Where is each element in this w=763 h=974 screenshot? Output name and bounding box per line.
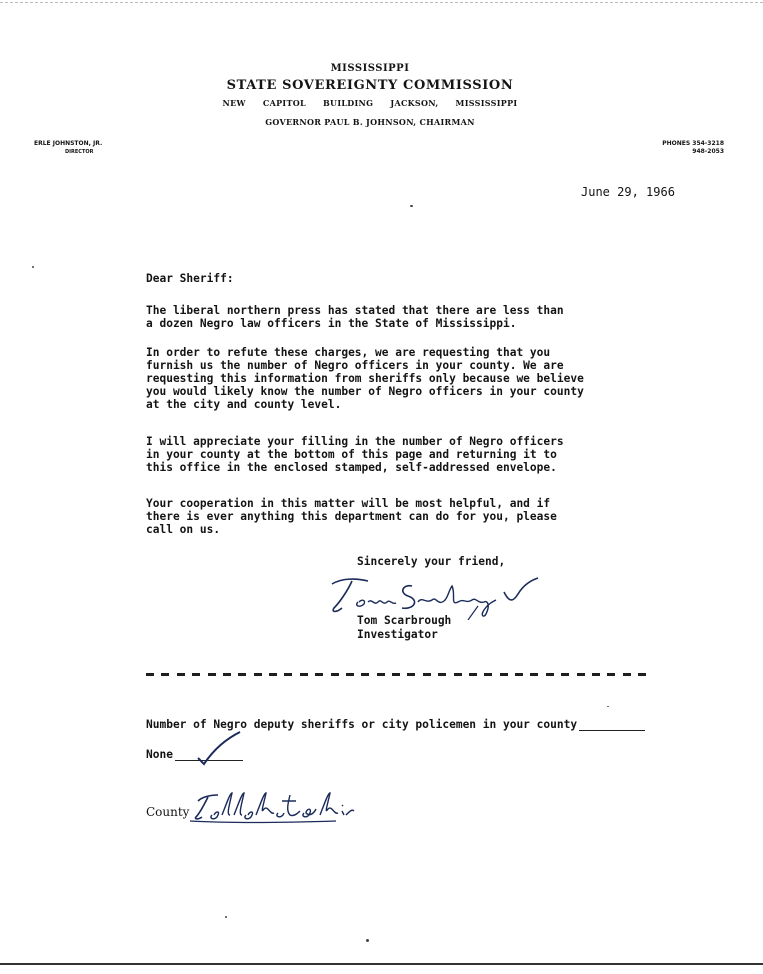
tear-off-dash bbox=[500, 673, 508, 676]
paper-speck bbox=[225, 916, 227, 918]
tear-off-dash bbox=[638, 673, 646, 676]
bottom-border bbox=[0, 963, 763, 965]
paragraph-3 bbox=[146, 435, 564, 474]
tear-off-dash bbox=[269, 673, 277, 676]
tear-off-dash bbox=[300, 673, 308, 676]
tear-off-dash bbox=[623, 673, 631, 676]
phones-line1: PHONES 354-3218 bbox=[662, 140, 724, 147]
question-label: Number of Negro deputy sheriffs or city policemen in your county bbox=[146, 718, 578, 731]
letterhead-commission: STATE SOVEREIGNTY COMMISSION bbox=[226, 78, 514, 93]
paper-speck bbox=[366, 939, 369, 942]
tear-off-dash bbox=[607, 673, 615, 676]
tear-off-dash bbox=[592, 673, 600, 676]
signer-title: Investigator bbox=[357, 628, 438, 641]
salutation: Dear Sheriff: bbox=[146, 272, 234, 285]
county-row bbox=[146, 805, 189, 819]
signer-block bbox=[357, 614, 451, 642]
closing: Sincerely your friend, bbox=[357, 555, 506, 568]
director-title: DIRECTOR bbox=[65, 149, 94, 155]
tear-off-dash bbox=[238, 673, 246, 676]
paper-speck bbox=[410, 205, 413, 207]
paragraph-4 bbox=[146, 497, 557, 536]
tear-off-dash bbox=[530, 673, 538, 676]
paragraph-line: The liberal northern press has stated that there are less than bbox=[146, 304, 564, 317]
paragraph-line: In order to refute these charges, we are requesting that you bbox=[146, 346, 551, 359]
tear-off-dash bbox=[361, 673, 369, 676]
phones-block bbox=[620, 140, 724, 156]
letterhead-address bbox=[200, 98, 540, 108]
top-border bbox=[0, 2, 763, 3]
letterhead-city: JACKSON, MISSISSIPPI bbox=[390, 98, 518, 108]
officer-count-blank[interactable] bbox=[579, 718, 645, 731]
paragraph-line: in your county at the bottom of this page and returning it to bbox=[146, 448, 557, 461]
paragraph-line: a dozen Negro law officers in the State of Mississippi. bbox=[146, 317, 517, 330]
tear-off-dash bbox=[331, 673, 339, 676]
tear-off-dash bbox=[208, 673, 216, 676]
letterhead-state: MISSISSIPPI bbox=[330, 63, 410, 74]
tear-off-dash bbox=[192, 673, 200, 676]
tear-off-dash bbox=[454, 673, 462, 676]
tear-off-dash bbox=[161, 673, 169, 676]
tear-off-dash bbox=[423, 673, 431, 676]
paragraph-line: there is ever anything this department can do for you, please bbox=[146, 510, 557, 523]
paragraph-line: furnish us the number of Negro officers in your county. We are bbox=[146, 359, 564, 372]
checkmark-icon bbox=[180, 730, 250, 770]
paragraph-line: call on us. bbox=[146, 523, 221, 536]
paragraph-line: requesting this information from sheriffs only because we believe bbox=[146, 372, 584, 385]
signer-name: Tom Scarbrough bbox=[357, 614, 452, 627]
paragraph-2 bbox=[146, 346, 584, 411]
none-label: None bbox=[146, 748, 173, 761]
tear-off-dash bbox=[561, 673, 569, 676]
director-block bbox=[34, 140, 102, 156]
letterhead-building: NEW CAPITOL BUILDING bbox=[222, 98, 374, 108]
tear-off-dash bbox=[546, 673, 554, 676]
tear-off-dash bbox=[484, 673, 492, 676]
paragraph-1 bbox=[146, 304, 564, 330]
tear-off-dash bbox=[407, 673, 415, 676]
tear-off-line bbox=[146, 673, 646, 676]
paragraph-line: Your cooperation in this matter will be most helpful, and if bbox=[146, 497, 551, 510]
tear-off-dash bbox=[469, 673, 477, 676]
paragraph-line: you would likely know the number of Negro officers in your county bbox=[146, 385, 584, 398]
paragraph-line: this office in the enclosed stamped, self-addressed envelope. bbox=[146, 461, 557, 474]
county-label: County bbox=[146, 805, 190, 819]
tear-off-dash bbox=[515, 673, 523, 676]
tear-off-dash bbox=[315, 673, 323, 676]
county-handwritten-image bbox=[186, 787, 356, 827]
paper-speck bbox=[32, 266, 34, 268]
paragraph-line: I will appreciate your filling in the number of Negro officers bbox=[146, 435, 564, 448]
tear-off-dash bbox=[284, 673, 292, 676]
tear-off-dash bbox=[438, 673, 446, 676]
paper-speck bbox=[607, 706, 609, 707]
letter-date: June 29, 1966 bbox=[581, 185, 675, 199]
tear-off-dash bbox=[577, 673, 585, 676]
paragraph-line: at the city and county level. bbox=[146, 398, 342, 411]
tear-off-dash bbox=[146, 673, 154, 676]
letterhead-chairman: GOVERNOR PAUL B. JOHNSON, CHAIRMAN bbox=[265, 117, 475, 127]
tear-off-dash bbox=[377, 673, 385, 676]
signature-image bbox=[328, 572, 543, 620]
tear-off-dash bbox=[254, 673, 262, 676]
director-name: ERLE JOHNSTON, JR. bbox=[34, 140, 103, 147]
tear-off-dash bbox=[223, 673, 231, 676]
tear-off-dash bbox=[392, 673, 400, 676]
tear-off-dash bbox=[177, 673, 185, 676]
tear-off-dash bbox=[346, 673, 354, 676]
phones-line2: 948-2053 bbox=[692, 148, 724, 155]
